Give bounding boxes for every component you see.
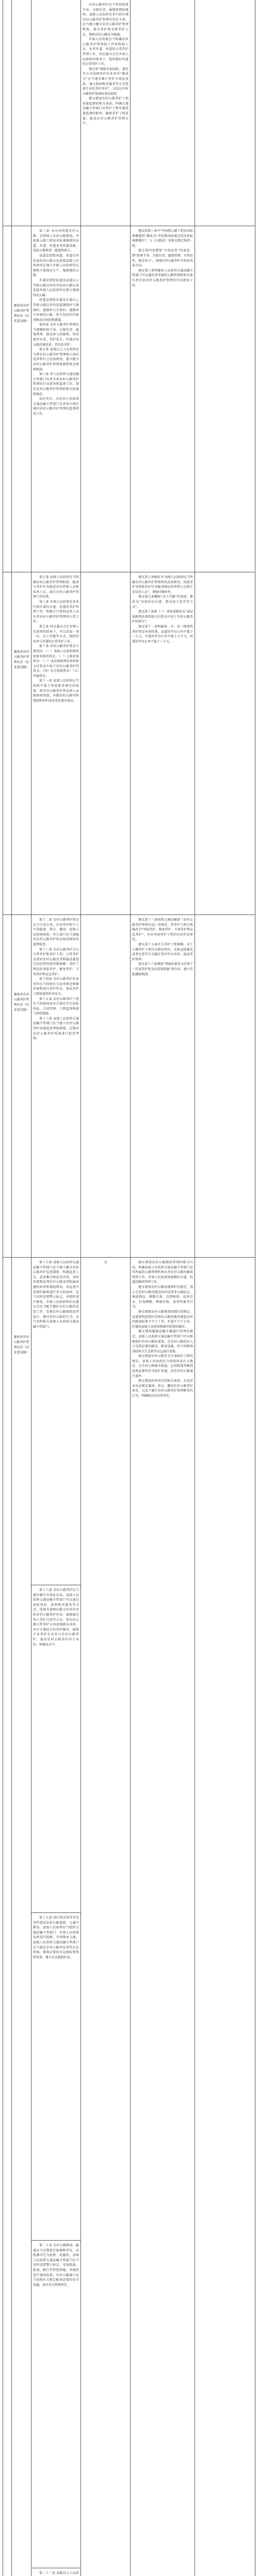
paragraph: 县道是指除国道、省道以外的县际间公路以及连接县级人民政府所在地与乡级人民政府所在地和主要商品生产、集散地的公路。 [33,253,79,278]
remark-cell [195,0,255,226]
paragraph: 建议增加农村公路建筑控制区的规定，县道建筑控制区范围从公路用地外缘起向外的距离标准不少于十米，乡道不少于五米，村道由县级人民政府根据实际情况确定。 [132,1310,193,1329]
paragraph: 建议第十三条按照交通运输部《农村公路养护管理办法》的规定，将养护工程分类修改为“预防养护、修复养护、专项养护和应急养护”，并对各类养护工程的内容作出界定。 [132,918,193,942]
short-note: 无 [104,1261,107,1264]
paragraph: 建议增加农村公路安全生命防护工程的规定，县级人民政府应当按照国家有关规定，在农村公路临水临崖、急弯陡坡等路段设置必要的安全防护设施，改善农村公路通行条件。 [132,1354,193,1378]
paragraph: 第十条 农村公路养护资金主要包括：（一）各级人民政府财政预算安排的资金；（二）上级补助资金；（三）成品油税费改革转移支付资金中用于农村公路养护的资金；（四）社会捐助资金；（五）其他资金。 [33,645,79,678]
paragraph: 建议增加农村公路养护工程质量监督的相关条款，明确交通运输主管部门对养护工程实施质量监督的职责，确保养护工程质量，提高农村公路养护管理水平。 [83,97,128,126]
number-cell [3,226,12,572]
paragraph: 建议增加农村公路用地保护的规定，禁止在农村公路用地范围内设置非公路标志、堆放物品、倾倒垃圾、设置障碍、挖沟引水、打场晒粮、种植作物、放养牲畜等行为。 [132,1285,193,1309]
paragraph: 第四条 农村公路养护管理应当遵循政府主导、分级负责、属地管理、群众参与的原则，坚持建养并重、养护优先，实现农村公路的规范化、常态化养护。 [33,323,79,347]
text-cell [81,1258,131,2576]
paragraph: 第十五条 农村公路养护工程应当按照国家有关规定实行招标投标、合同管理、工程监理和竣工验收制度。 [33,997,79,1016]
paragraph: 乡道是指除县道及县道以上等级公路以外的乡际间公路以及连接乡级人民政府所在地与建制村的公路。 [33,278,79,297]
paragraph: 建议第七条修改为“县级人民政府应当明确农村公路养护管理机构及其职责，按照养护里程和养护任务配备相应的管理人员和专业技术人员”，增强可操作性。 [132,575,193,594]
paragraph: 建议第十条第（三）项表述修改为“成品油税费改革转移支付资金中用于农村公路养护的部分”。 [132,610,193,624]
paragraph: 第七条 县级人民政府应当明确农村公路养护管理机构，配备与养护任务相适应的管理人员和技术人员，落实农村公路养护管理工作经费。 [33,575,79,599]
paragraph: 建议第六条明确省人民政府交通运输主管部门可以委托其所属的公路管理机构具体负责全省农村公路养护管理的行业指导工作。 [132,268,193,287]
text-cell [131,915,195,1257]
paragraph: 乡镇人民政府应当明确农村公路养护管理的工作机构和人员，负责乡道、村道的日常养护管理工作，村民委员会在乡镇人民政府的指导下，组织做好村道的日常养护工作。 [83,38,128,66]
number-cell [3,915,12,1257]
remark-cell [195,226,255,572]
table-row [3,226,255,572]
paragraph: 建议第十五条区分养护工程规模，对于小额养护工程可以简化程序，采取直接委托或者比选等方式确定养护作业单位，提高养护效率。 [132,942,193,961]
paragraph: 村道是指除乡道及乡道以上等级公路以外的连接建制村与建制村、建制村与自然村、建制村与外部的公路，但不包括村内街巷和农田间的机耕道。 [33,298,79,322]
label-cell [12,0,31,226]
paragraph: 建议增加法律责任的相关条款，对违反本办法规定截留、挤占、挪用农村公路养护资金，以及不履行农村公路养护管理职责的行为，明确相应的法律责任。 [132,1379,193,1398]
number-cell [3,0,12,226]
text-cell [31,1258,81,2576]
remark-cell [195,1258,255,2576]
paragraph: 第十三条 农村公路养护分为日常养护和养护工程。日常养护是指对农村公路及其附属设施进行的经常性保养和维修；养护工程包括预防养护、修复养护、专项养护和应急养护。 [33,947,79,976]
text-cell [81,915,131,1257]
paragraph: 第十六条 县级人民政府交通运输主管部门应当建立农村公路养护质量检查考核制度，定期对农村公路养护质量进行检查考核。 [33,1016,79,1041]
remark-cell [195,572,255,914]
paragraph: 第八条 乡镇人民政府负责本行政区域内乡道、村道的养护管理工作，明确专门机构或者人员负责农村公路养护管理的日常工作。 [33,600,79,624]
paragraph: 设区的市、自治州人民政府交通运输主管部门负责本行政区域内农村公路养护管理的监督指导工作。 [33,397,79,416]
text-cell [131,226,195,572]
number-cell [3,572,12,914]
opinion-table [3,0,255,2576]
table-row [3,914,255,1257]
table-row [3,572,255,914]
clause-section: 第十七条 县级人民政府交通运输主管部门应当建立健全农村公路养护巡查制度，明确巡查人员、巡查频次和巡查内容，及时发现和处理农村公路及其附属设施的病害和损毁情况。对巡查中发现的影响通行安全的病害，应当及时设置警示标志，并组织进行修复。乡镇人民政府和村民委员会应当配合做好农村公路的巡查工作，发现农村公路损毁或者侵占、破坏农村公路的行为，应当及时报告县级人民政府交通运输主管部门。 [31,1258,80,1585]
paragraph: 建议第十六条增加“考核结果作为安排下一年度养护资金的重要依据”的内容，建立奖惩激励机制。 [132,962,193,976]
paragraph: 第三条 本办法所称农村公路，是指纳入农村公路规划，并按照公路工程技术标准修建的县道、乡道、村道及其所属设施，包括公路桥梁、隧道和渡口。 [33,229,79,253]
paragraph: 建议第四条增加“市场运作”的表述，即“政府主导、分级负责、属地管理、市场运作、群众参与”，体现农村公路养护市场化改革方向。 [132,249,193,268]
label-cell: 湖南省农村公路养护管理办法（征求意见稿） [12,915,31,1257]
clause-section: 第二十条 农村公路桥梁、隧道应当定期进行检测和评定，对检测评定为危桥、危隧的，县级人民政府交通运输主管部门应当及时设置警示标志，采取限载、限速、限行等管控措施，并组织进行加固改造。农村公路渡口应当按照有关规定配备必要的安全设施，落实安全管理责任。 [31,2241,80,2568]
text-cell [131,0,195,226]
paragraph: 第九条 村民委员会在乡镇人民政府的指导下，可以采取一事一议、以工代赈等方式，组织村民参与村道的日常养护工作。 [33,624,79,643]
text-cell [31,915,81,1257]
label-cell: 湖南省农村公路养护管理办法（征求意见稿） [12,1258,31,2576]
label-cell: 湖南省农村公路养护管理办法（征求意见稿） [12,572,31,914]
paragraph: 第五条 县级以上人民政府应当将农村公路养护管理纳入国民经济和社会发展规划，建立健全农村公路养护管理体制和资金保障机制。 [33,348,79,371]
label-cell: 湖南省农村公路养护管理办法（征求意见稿） [12,226,31,572]
number-cell [3,1258,12,2576]
paragraph: 第十一条 县级人民政府应当按照不低于国家和省规定的标准，将农村公路养护资金纳入本级财政预算，并随农村公路里程增加和养护成本变化逐步提高。 [33,679,79,703]
remark-cell [195,915,255,1257]
text-cell [131,1258,195,2576]
clause-section: 第十八条 农村公路养护应当逐步推行市场化改革，县级人民政府交通运输主管部门可以通过招标投标、政府购买服务等方式，选择具备相应能力的单位承担农村公路养护作业。鼓励通过签订养护合同等方式，将农村公路日常养护交由沿线群众承担，实行专兼结合的养护模式。鼓励专业养护企业参与农村公路养护，提高农村公路养护的专业化、机械化水平。 [31,1585,80,1913]
text-cell [81,572,131,914]
paragraph: 第十四条 农村公路养护作业单位应当按照有关技术规范和操作规程进行养护作业，保证养护工程质量和作业安全。 [33,977,79,996]
paragraph: 建议第九条删除“以工代赈”的表述，修改为“采取村民自建、群众投工投劳等方式”。 [132,595,193,609]
table-row [3,1257,255,2576]
paragraph: 农村公路养护应当坚持政府主导、分级负责、属地管理的原则，县级人民政府是本行政区域农村公路养护管理的责任主体，应当建立健全农村公路养护管理机构，落实养护资金和养护人员，保障农村公路安全畅通。 [83,3,128,37]
paragraph: 建议将第三条中“并按照公路工程技术标准修建的”修改为“并按照国家规定的技术标准修建的”，与《公路法》及相关规定保持一致。 [132,229,193,248]
table-row [3,0,255,226]
paragraph: 建议增加超限运输车辆通行管理的规定，县级人民政府交通运输主管部门可以根据保护农村公路的需要，在农村公路的出入口设置必要的限高、限宽设施，但不得影响消防和卫生急救等应急通行需要。 [132,1330,193,1353]
paragraph: 建议将“鼓励采取招标、委托等方式选择养护作业单位”修改为“应当逐步推行养护市场化改革，通过政府购买服务等方式选择专业化养护单位”，以适应农村公路养护体制改革的需要。 [83,67,128,96]
paragraph: 建议增加农村公路路政管理的相关内容，明确县级人民政府交通运输主管部门及其所属的公路管理机构负责农村公路的路政管理工作，乡镇人民政府协助做好乡道、村道的路政管理工作。 [132,1261,193,1284]
text-cell [31,0,81,226]
text-cell [81,0,131,226]
paragraph: 第六条 省人民政府交通运输主管部门负责全省农村公路养护管理的行业指导和监督工作，制定农村公路养护管理的相关标准和规范。 [33,372,79,396]
paragraph: 建议第十一条明确省、市、县三级财政养护资金补助标准，县道每年每公里不低于一万元，乡道每年每公里不低于五千元，村道每年每公里不低于三千元。 [132,624,193,643]
paragraph: 第十二条 农村公路养护资金应当专款专用，任何单位和个人不得截留、挤占、挪用，县级人民政府财政、审计部门应当加强对农村公路养护资金使用情况的监督检查。 [33,918,79,946]
clause-section: 第二十一条 县级以上人民政 [31,2568,80,2576]
text-cell [31,226,81,572]
clause-section: 第十九条 因自然灾害等突发事件造成农村公路损毁、交通中断的，县级人民政府应当组织交通运输主管部门、乡镇人民政府及时进行抢修，尽快恢复交通。县级人民政府交通运输主管部门应当制定农村公路突发事件应急预案，储备必要的应急抢险物资和设备，建立应急抢险队伍。 [31,1913,80,2241]
text-cell [81,226,131,572]
text-cell [31,572,81,914]
text-cell [131,572,195,914]
